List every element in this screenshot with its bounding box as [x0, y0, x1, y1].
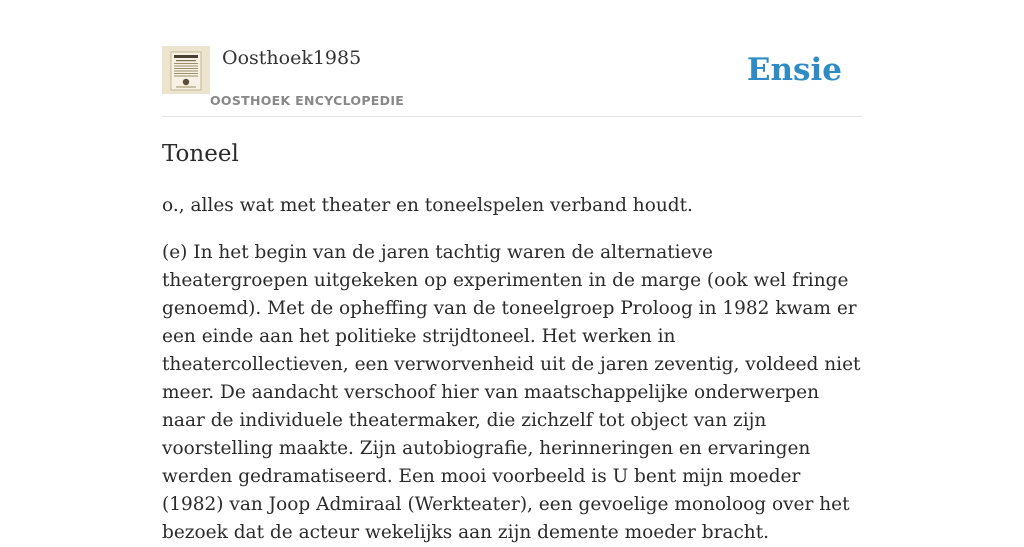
- ensie-logo[interactable]: Ensie: [746, 52, 842, 88]
- encyclopedia-page-icon: [162, 46, 210, 94]
- entry-title: Toneel: [162, 141, 239, 167]
- author-avatar[interactable]: [162, 46, 210, 94]
- entry-header: [162, 44, 862, 117]
- definition-paragraph: o., alles wat met theater en toneelspelen verband houdt.: [162, 195, 693, 216]
- body-paragraph: (e) In het begin van de jaren tachtig waren de alternatieve theatergroepen uitgekeken op experimenten in de marge (ook wel fringe genoemd). Met de opheffing van de toneelgroep Proloog in 1982 kwam er een einde aan het politieke strijdtoneel. Het werken in theatercollectieven, een verworvenheid uit de jaren zeventig, voldeed niet meer. De aandacht verschoof hier van maatschappelijke onderwerpen naar de individuele theatermaker, die zichzelf tot object van zijn voorstelling maakte. Zijn autobiografie, herinneringen en ervaringen werden gedramatiseerd. Een mooi voorbeeld is U bent mijn moeder (1982) van Joop Admiraal (Werkteater), een gevoelige monoloog over het bezoek dat de acteur wekelijks aan zijn demente moeder bracht.: [162, 242, 861, 543]
- author-username[interactable]: Oosthoek1985: [222, 47, 362, 69]
- source-label: OOSTHOEK ENCYCLOPEDIE: [210, 93, 405, 108]
